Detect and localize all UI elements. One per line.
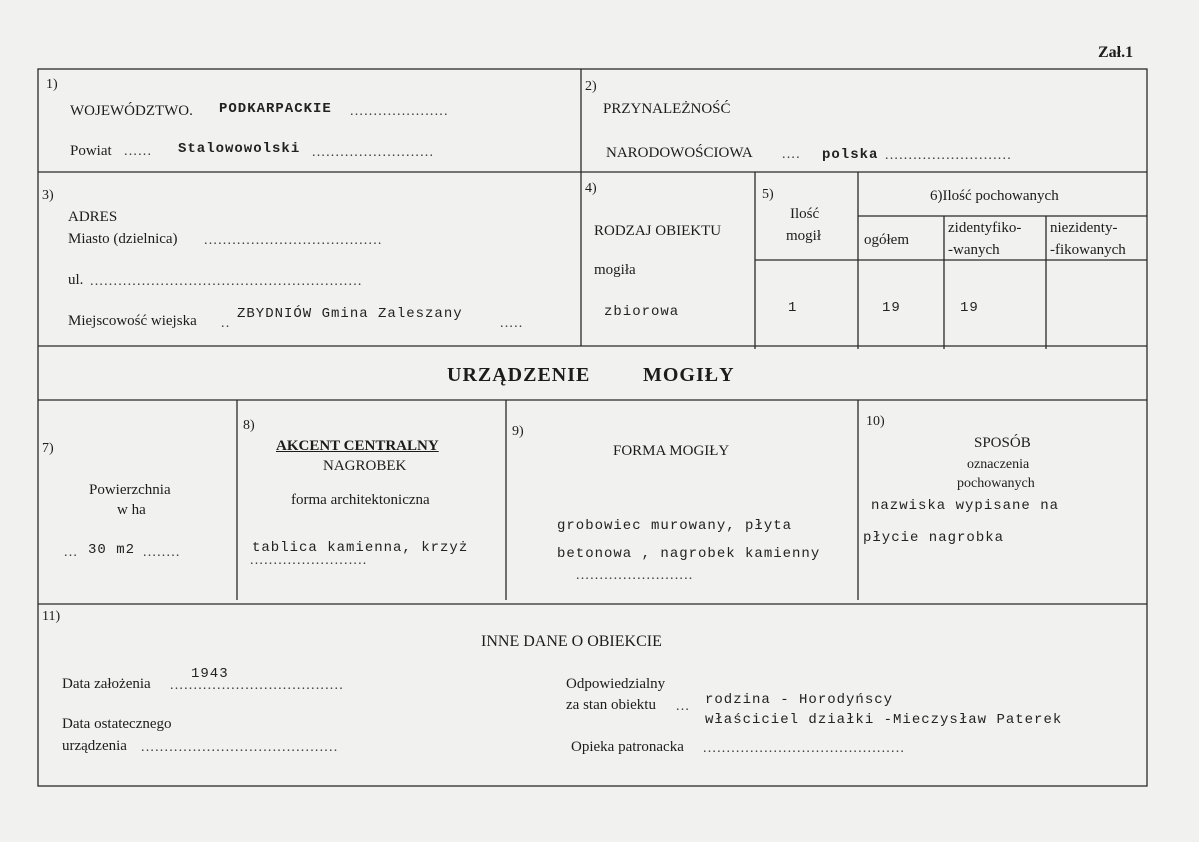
field-4-number: 4) — [585, 181, 597, 196]
dotted-line: .. — [221, 316, 231, 331]
final-arrangement-label-1: Data ostatecznego — [62, 716, 172, 732]
dotted-line: ......................... — [576, 568, 694, 583]
field-11-number: 11) — [42, 609, 61, 624]
founding-date-label: Data założenia — [62, 676, 151, 692]
village-label: Miejscowość wiejska — [68, 313, 197, 329]
dotted-line: .......................................... — [141, 740, 339, 755]
object-type-value-1: mogiła — [594, 262, 636, 278]
area-value: 30 m2 — [88, 542, 136, 558]
marking-label-3: pochowanych — [957, 476, 1035, 491]
dotted-line: .... — [782, 147, 801, 162]
central-accent-value: tablica kamienna, krzyż — [252, 540, 469, 556]
graves-count-label-1: Ilość — [790, 206, 820, 222]
section-title-part1: URZĄDZENIE — [447, 364, 591, 386]
powiat-label: Powiat — [70, 143, 112, 159]
annex-label: Zał.1 — [1098, 44, 1134, 61]
gravestone-label: NAGROBEK — [323, 458, 407, 474]
dotted-line: ........................................... — [703, 741, 906, 756]
dotted-line: ...................................... — [204, 233, 383, 248]
dotted-line: .......................................................... — [90, 274, 363, 289]
nationality-label-line2: NARODOWOŚCIOWA — [606, 145, 753, 161]
street-label: ul. — [68, 272, 84, 288]
dotted-line: ..................................... — [170, 678, 344, 693]
marking-value-1: nazwiska wypisane na — [871, 498, 1060, 514]
grave-form-value-1: grobowiec murowany, płyta — [557, 518, 793, 534]
field-8-number: 8) — [243, 418, 255, 433]
buried-total-value: 19 — [882, 300, 901, 316]
architectural-form-label: forma architektoniczna — [291, 492, 430, 508]
marking-value-2: płycie nagrobka — [863, 530, 1005, 546]
graves-count-value: 1 — [788, 300, 798, 316]
final-arrangement-label-2: urządzenia — [62, 738, 127, 754]
dotted-line: ........ — [143, 545, 181, 560]
founding-date-value: 1943 — [191, 666, 229, 682]
marking-label-2: oznaczenia — [967, 457, 1030, 472]
dotted-line: ..... — [500, 316, 524, 331]
field-2-number: 2) — [585, 79, 597, 94]
marking-label-1: SPOSÓB — [974, 435, 1031, 451]
grave-form-label: FORMA MOGIŁY — [613, 443, 730, 459]
area-label-1: Powierzchnia — [89, 482, 171, 498]
responsible-value-1: rodzina - Horodyńscy — [705, 692, 894, 708]
nationality-value: polska — [822, 147, 879, 163]
dotted-line: ... — [64, 545, 79, 560]
object-type-value-2: zbiorowa — [604, 304, 680, 320]
field-9-number: 9) — [512, 424, 524, 439]
city-label: Miasto (dzielnica) — [68, 231, 178, 247]
identified-header-2: -wanych — [948, 242, 1000, 258]
voivodeship-value: PODKARPACKIE — [219, 101, 332, 117]
powiat-value: Stalowowolski — [178, 141, 301, 157]
area-label-2: w ha — [117, 502, 146, 518]
central-accent-label: AKCENT CENTRALNY — [276, 438, 439, 454]
village-value: ZBYDNIÓW Gmina Zaleszany — [237, 306, 463, 322]
dotted-line: ........................... — [885, 148, 1012, 163]
dotted-line: ......................... — [250, 553, 368, 568]
field-3-number: 3) — [42, 188, 54, 203]
unidentified-header-1: niezidenty- — [1050, 220, 1118, 236]
field-7-number: 7) — [42, 441, 54, 456]
field-5-number: 5) — [762, 187, 774, 202]
graves-count-label-2: mogił — [786, 228, 822, 244]
field-10-number: 10) — [866, 414, 885, 429]
other-data-title: INNE DANE O OBIEKCIE — [481, 633, 662, 650]
responsible-value-2: właściciel działki -Mieczysław Paterek — [705, 712, 1063, 728]
field-1-number: 1) — [46, 77, 58, 92]
buried-total-header: ogółem — [864, 232, 909, 248]
dotted-line: ..................... — [350, 104, 449, 119]
identified-value: 19 — [960, 300, 979, 316]
section-title-part2: MOGIŁY — [643, 364, 735, 386]
nationality-label-line1: PRZYNALEŻNOŚĆ — [603, 101, 731, 117]
patronage-label: Opieka patronacka — [571, 739, 684, 755]
responsible-label-1: Odpowiedzialny — [566, 676, 666, 692]
dotted-line: ...... — [124, 144, 153, 159]
identified-header-1: zidentyfiko- — [948, 220, 1022, 236]
grave-form-value-2: betonowa , nagrobek kamienny — [557, 546, 821, 562]
object-type-label: RODZAJ OBIEKTU — [594, 223, 722, 239]
responsible-label-2: za stan obiektu — [566, 697, 656, 713]
unidentified-header-2: -fikowanych — [1050, 242, 1126, 258]
buried-count-label: 6)Ilość pochowanych — [930, 188, 1059, 204]
address-label: ADRES — [68, 209, 118, 225]
voivodeship-label: WOJEWÓDZTWO. — [70, 103, 193, 119]
dotted-line: .......................... — [312, 145, 435, 160]
dotted-line: ... — [676, 699, 691, 714]
